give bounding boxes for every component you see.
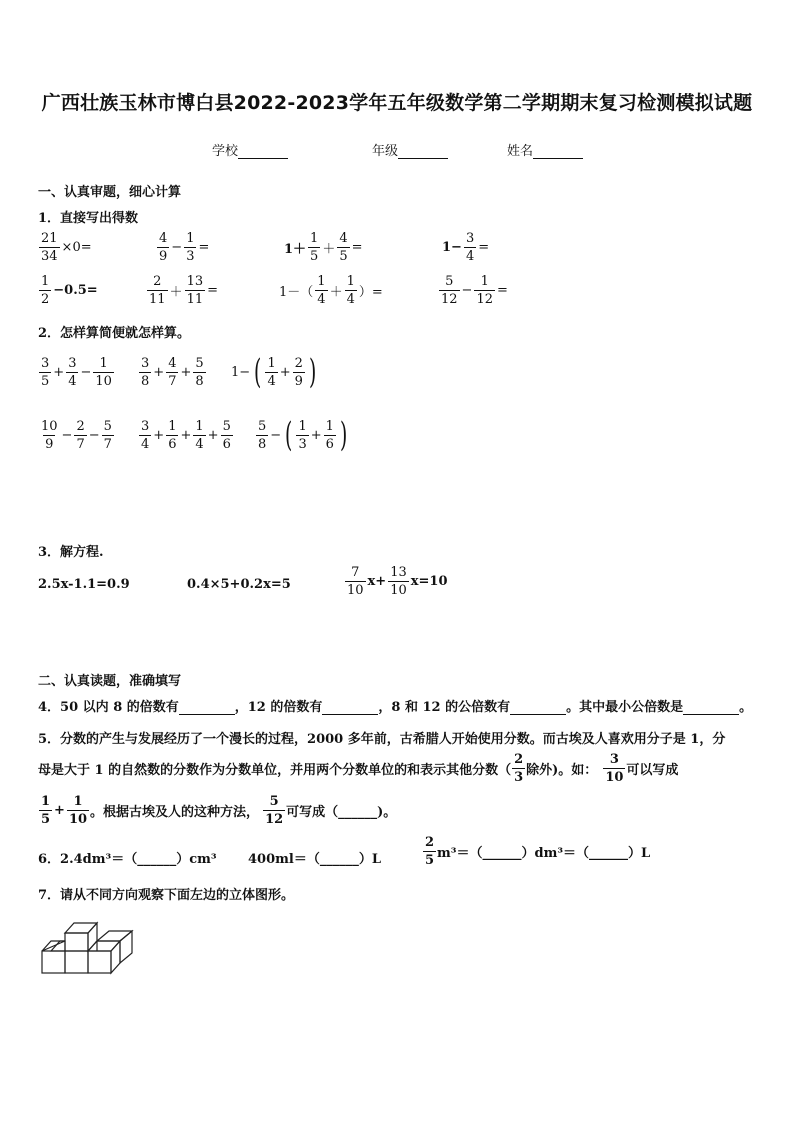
fraction: $\frac{5}{8}$ [258, 418, 267, 452]
fraction: $\frac{5}{12}$ [441, 274, 458, 307]
fraction: $\frac{1}{4}$ [267, 355, 276, 389]
fraction: $\frac{1}{3}$ [186, 231, 195, 264]
fraction: $\frac{1}{4}$ [317, 274, 326, 307]
left-paren: ( [285, 415, 293, 455]
fraction: $\frac{1}{4}$ [195, 419, 204, 452]
q2-expr-5: $\frac{3}{4}$ + $\frac{1}{6}$ + $\frac{1}{4}$ + $\frac{5}{6}$ [141, 419, 231, 452]
q2-expr-3: 1− ( $\frac{1}{4}$ + $\frac{2}{9}$ ) [231, 352, 317, 392]
section-2-heading: 二、认真读题，准确填写 [38, 674, 182, 689]
q5-line-1: 5．分数的产生与发展经历了一个漫长的过程，2000 多年前，古希腊人开始使用分数。而古埃及人喜欢用分子是 1，分 [38, 732, 726, 747]
fraction: $\frac{1}{3}$ [298, 418, 307, 452]
fraction: $\frac{3}{10}$ [605, 752, 624, 785]
cube-drawing [42, 923, 132, 973]
equation-1: 2.5x-1.1=0.9 [38, 577, 130, 592]
q1-item-3: 1＋ $\frac{1}{5}$ ＋ $\frac{4}{5}$ = [284, 231, 363, 264]
grade-blank[interactable] [398, 145, 448, 159]
q1-item-1: $\frac{21}{34}$ ×0= [41, 231, 92, 264]
q6-part-a: 6．2.4dm³＝（______）cm³ [38, 852, 217, 867]
page-title: 广西壮族玉林市博白县2022-2023学年五年级数学第二学期期末复习检测模拟试题 [41, 92, 753, 114]
grade-label: 年级 [372, 144, 399, 159]
fraction: $\frac{1}{6}$ [168, 419, 177, 452]
fraction: $\frac{2}{7}$ [76, 419, 85, 452]
fraction: $\frac{3}{8}$ [141, 356, 150, 389]
q2-expr-4: $\frac{10}{9}$ − $\frac{2}{7}$ − $\frac{5}{7}$ [41, 419, 112, 452]
answer-blank[interactable] [179, 700, 235, 715]
fraction: $\frac{2}{11}$ [149, 274, 166, 307]
fraction: $\frac{21}{34}$ [41, 231, 58, 264]
fraction: $\frac{1}{5}$ [41, 794, 51, 827]
q1-item-6: $\frac{2}{11}$ ＋ $\frac{13}{11}$ = [149, 274, 219, 307]
fraction: $\frac{1}{5}$ [310, 231, 319, 264]
fraction: $\frac{5}{6}$ [222, 419, 231, 452]
q2-title: 2．怎样算简便就怎样算。 [38, 326, 191, 341]
q1-item-2: $\frac{4}{9}$ − $\frac{1}{3}$ = [159, 231, 210, 264]
school-label: 学校 [212, 144, 239, 159]
q1-title: 1．直接写出得数 [38, 211, 139, 226]
q4-line: 4．50 以内 8 的倍数有 ，12 的倍数有 ，8 和 12 的公倍数有 。其中最小公倍数是 。 [38, 700, 753, 715]
q5-line-2: 母是大于 1 的自然数的分数作为分数单位，并用两个分数单位的和表示其他分数（ $\frac{2}{3}$ 除外)。如： $\frac{3}{10}$ 可以写成 [38, 752, 679, 785]
q1-item-8: $\frac{5}{12}$ − $\frac{1}{12}$ = [441, 274, 508, 307]
fraction: $\frac{1}{12}$ [476, 274, 493, 307]
school-field[interactable] [212, 140, 288, 159]
right-paren: ) [339, 415, 348, 455]
fraction: $\frac{5}{8}$ [195, 356, 204, 389]
fraction: $\frac{10}{9}$ [41, 419, 58, 452]
q5-line-3: $\frac{1}{5}$ + $\frac{1}{10}$ 。根据古埃及人的这种方法， $\frac{5}{12}$ 可写成（______)。 [41, 794, 397, 827]
q2-expr-2: $\frac{3}{8}$ + $\frac{4}{7}$ + $\frac{5}{8}$ [141, 356, 204, 389]
fraction: $\frac{4}{5}$ [339, 231, 348, 264]
q3-title: 3．解方程. [38, 545, 104, 560]
fraction: $\frac{1}{2}$ [41, 274, 50, 307]
fraction: $\frac{5}{7}$ [103, 419, 112, 452]
fraction: $\frac{7}{10}$ [347, 565, 364, 598]
fraction: $\frac{1}{4}$ [346, 274, 355, 307]
name-label: 姓名 [507, 144, 534, 159]
q1-item-4: 1− $\frac{3}{4}$ = [442, 231, 490, 264]
fraction: $\frac{1}{10}$ [95, 356, 112, 389]
fraction: $\frac{3}{5}$ [41, 356, 50, 389]
fraction: $\frac{1}{10}$ [68, 794, 88, 827]
section-1-heading: 一、认真审题，细心计算 [38, 185, 182, 200]
fraction: $\frac{3}{4}$ [141, 419, 150, 452]
fraction: $\frac{2}{5}$ [425, 835, 435, 868]
q2-expr-1: $\frac{3}{5}$ + $\frac{3}{4}$ − $\frac{1}{10}$ [41, 356, 112, 389]
q6-part-c: $\frac{2}{5}$ m³＝（______）dm³＝（______）L [425, 835, 651, 868]
fraction: $\frac{2}{3}$ [514, 752, 524, 785]
cube-figure [40, 918, 140, 978]
school-blank[interactable] [238, 145, 288, 159]
fraction: $\frac{13}{11}$ [186, 274, 204, 307]
answer-blank[interactable] [322, 700, 378, 715]
grade-field[interactable] [372, 140, 448, 159]
q1-item-5: $\frac{1}{2}$ −0.5= [41, 274, 98, 307]
equation-3: $\frac{7}{10}$ x+ $\frac{13}{10}$ x=10 [347, 565, 448, 598]
fraction: $\frac{4}{7}$ [168, 356, 177, 389]
answer-blank[interactable] [683, 700, 739, 715]
fraction: $\frac{5}{12}$ [265, 794, 284, 827]
q2-expr-6: $\frac{5}{8}$ − ( $\frac{1}{3}$ + $\frac{1}{6}$ ) [258, 415, 348, 455]
fraction: $\frac{13}{10}$ [390, 565, 407, 598]
answer-blank[interactable] [510, 700, 566, 715]
q1-item-7: 1－（ $\frac{1}{4}$ ＋ $\frac{1}{4}$ ）= [279, 274, 383, 307]
fraction: $\frac{1}{6}$ [325, 418, 334, 452]
fraction: $\frac{4}{9}$ [159, 231, 168, 264]
q6-part-b: 400ml＝（______）L [248, 852, 381, 867]
fraction: $\frac{3}{4}$ [68, 356, 77, 389]
right-paren: ) [308, 352, 317, 392]
fraction: $\frac{2}{9}$ [294, 355, 303, 389]
equation-2: 0.4×5+0.2x=5 [187, 577, 291, 592]
name-field[interactable] [507, 140, 583, 159]
name-blank[interactable] [533, 145, 583, 159]
fraction: $\frac{3}{4}$ [465, 231, 475, 264]
left-paren: ( [254, 352, 262, 392]
q7-title: 7．请从不同方向观察下面左边的立体图形。 [38, 888, 295, 903]
